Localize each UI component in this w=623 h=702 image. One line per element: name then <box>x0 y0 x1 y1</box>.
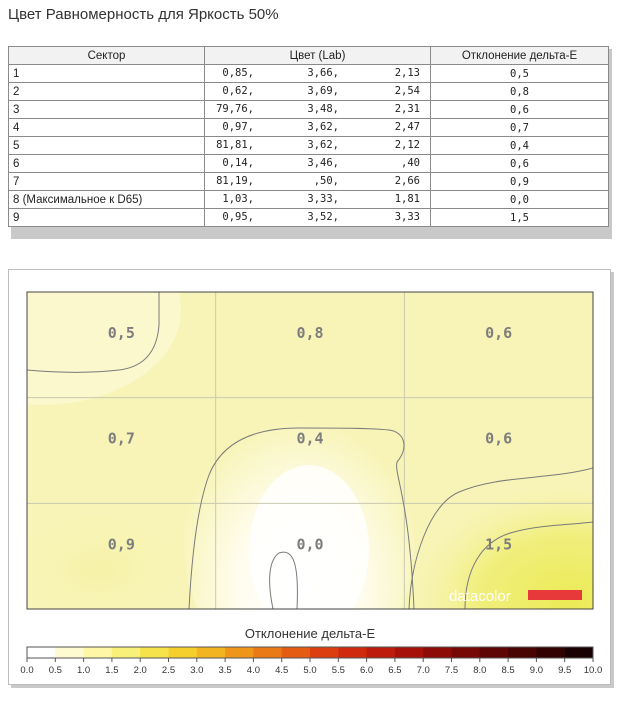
legend-swatch <box>197 647 226 658</box>
lab-value-b: 2,47 <box>394 121 420 133</box>
legend-tick-label: 4.5 <box>275 665 289 676</box>
legend-swatch <box>225 647 254 658</box>
lab-value-b: 3,33 <box>394 211 420 223</box>
lab-value-b: 2,31 <box>394 103 420 115</box>
legend-tick-label: 9.0 <box>529 665 544 676</box>
cell-lab <box>205 119 431 137</box>
legend-tick-label: 7.5 <box>444 665 459 676</box>
legend-tick-label: 1.0 <box>76 665 91 676</box>
table-row <box>9 191 609 209</box>
cell-delta-e: 0,9 <box>431 173 609 191</box>
legend-title: Отклонение дельта-E <box>244 626 376 641</box>
legend-swatch <box>536 647 565 658</box>
data-table <box>8 46 609 227</box>
legend-swatch <box>338 647 367 658</box>
lab-value-b: 2,54 <box>394 85 420 97</box>
page-title: Цвет Равномерность для Яркость 50% <box>8 6 279 23</box>
cell-value-label: 0,9 <box>107 535 135 554</box>
lab-value-l: 1,03, <box>222 193 254 205</box>
legend-tick-label: 6.5 <box>388 665 402 676</box>
legend-tick-label: 2.0 <box>133 665 147 676</box>
legend-tick-label: 7.0 <box>416 665 430 676</box>
table-header-row <box>9 47 609 65</box>
legend-swatch <box>282 647 311 658</box>
lab-value-b: 2,12 <box>394 139 420 151</box>
header-delta-e: Отклонение дельта-E <box>431 47 609 65</box>
cell-lab <box>205 65 431 83</box>
legend-tick-label: 0.5 <box>48 665 62 676</box>
cell-delta-e: 0,5 <box>431 65 609 83</box>
lab-value-a: 3,52, <box>307 211 339 223</box>
legend-swatch <box>84 647 113 658</box>
cell-value-label: 0,5 <box>107 324 135 342</box>
cell-value-label: 0,6 <box>485 429 513 448</box>
legend-tick-label: 8.5 <box>501 665 515 676</box>
cell-lab <box>205 191 431 209</box>
cell-value-label: 0,7 <box>107 429 135 448</box>
lab-value-l: 0,62, <box>222 85 254 97</box>
cell-sector: 9 <box>9 209 205 227</box>
lab-value-a: 3,66, <box>307 67 339 79</box>
legend-tick-label: 4.0 <box>246 665 261 676</box>
cell-delta-e: 0,7 <box>431 119 609 137</box>
legend-tick-label: 2.5 <box>161 665 176 676</box>
cell-lab <box>205 173 431 191</box>
table-row <box>9 101 609 119</box>
uniformity-chart <box>8 269 611 685</box>
cell-sector: 4 <box>9 119 205 137</box>
cell-delta-e: 0,6 <box>431 155 609 173</box>
legend-tick-label: 1.5 <box>105 665 119 676</box>
cell-delta-e: 0,4 <box>431 137 609 155</box>
legend-swatch <box>508 647 537 658</box>
lab-value-b: 2,13 <box>394 67 420 79</box>
legend-swatch <box>452 647 481 658</box>
lab-value-l: 0,14, <box>222 157 254 169</box>
legend-swatch <box>112 647 141 658</box>
legend-tick-label: 5.5 <box>331 665 345 676</box>
cell-lab <box>205 83 431 101</box>
cell-delta-e: 0,8 <box>431 83 609 101</box>
heatmap-svg <box>9 270 610 684</box>
legend-swatch <box>253 647 282 658</box>
legend-tick-label: 3.0 <box>190 665 204 676</box>
cell-delta-e: 0,6 <box>431 101 609 119</box>
table-row <box>9 209 609 227</box>
legend-swatch <box>310 647 339 658</box>
table-row <box>9 173 609 191</box>
cell-delta-e: 0,0 <box>431 191 609 209</box>
cell-sector: 8 (Максимальное к D65) <box>9 191 205 209</box>
cell-lab <box>205 137 431 155</box>
lab-value-l: 0,97, <box>222 121 254 133</box>
cell-value-label: 0,6 <box>485 324 513 342</box>
legend-ticks <box>20 658 602 676</box>
table-row <box>9 83 609 101</box>
legend-tick-label: 6.0 <box>359 665 374 676</box>
lab-value-b: 1,81 <box>394 193 420 205</box>
table-row <box>9 119 609 137</box>
legend-swatch <box>423 647 452 658</box>
cell-lab <box>205 209 431 227</box>
lab-value-a: 3,62, <box>307 139 339 151</box>
cell-value-label: 0,0 <box>296 535 324 554</box>
watermark-bar <box>528 590 582 600</box>
legend-swatch <box>140 647 169 658</box>
legend-tick-label: 10.0 <box>583 665 603 676</box>
legend-swatch <box>27 647 56 658</box>
cell-delta-e: 1,5 <box>431 209 609 227</box>
lab-value-b: 2,66 <box>394 175 420 187</box>
cell-sector: 3 <box>9 101 205 119</box>
table-row <box>9 65 609 83</box>
cell-value-label: 0,8 <box>296 324 324 342</box>
cell-sector: 2 <box>9 83 205 101</box>
cell-lab <box>205 155 431 173</box>
table-row <box>9 155 609 173</box>
lab-value-a: 3,46, <box>307 157 339 169</box>
legend-swatch <box>480 647 509 658</box>
lab-value-l: 79,76, <box>216 103 254 115</box>
legend-tick-label: 0.0 <box>20 665 34 676</box>
lab-value-l: 81,81, <box>216 139 254 151</box>
lab-value-l: 0,85, <box>222 67 254 79</box>
datacolor-watermark: datacolor <box>449 588 511 605</box>
lab-value-a: 3,69, <box>307 85 339 97</box>
lab-value-b: ,40 <box>401 157 420 169</box>
legend-swatch <box>55 647 84 658</box>
cell-value-label: 0,4 <box>296 429 324 448</box>
cell-sector: 5 <box>9 137 205 155</box>
legend-swatch <box>565 647 594 658</box>
lab-value-a: ,50, <box>313 175 339 187</box>
legend-tick-label: 9.5 <box>558 665 572 676</box>
legend-swatch <box>395 647 424 658</box>
legend-tick-label: 3.5 <box>218 665 232 676</box>
uniformity-table <box>8 46 609 227</box>
cell-lab <box>205 101 431 119</box>
cell-value-label: 1,5 <box>485 535 513 554</box>
header-sector: Сектор <box>9 47 205 65</box>
cell-sector: 1 <box>9 65 205 83</box>
legend-swatch <box>367 647 396 658</box>
header-lab: Цвет (Lab) <box>205 47 431 65</box>
cell-sector: 7 <box>9 173 205 191</box>
lab-value-l: 0,95, <box>222 211 254 223</box>
lab-value-a: 3,62, <box>307 121 339 133</box>
legend-tick-label: 5.0 <box>303 665 317 676</box>
legend-colorbar <box>27 647 594 658</box>
lab-value-l: 81,19, <box>216 175 254 187</box>
cell-sector: 6 <box>9 155 205 173</box>
legend-swatch <box>169 647 198 658</box>
lab-value-a: 3,48, <box>307 103 339 115</box>
table-row <box>9 137 609 155</box>
lab-value-a: 3,33, <box>307 193 339 205</box>
legend-tick-label: 8.0 <box>473 665 487 676</box>
